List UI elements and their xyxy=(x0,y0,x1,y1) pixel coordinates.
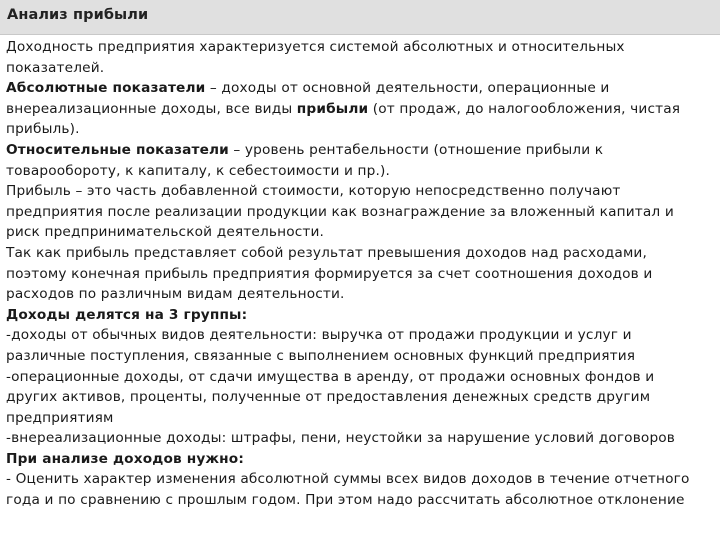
text: – уровень рентабельности (отношение прибыли к xyxy=(228,141,604,158)
bold-text: Относительные показатели xyxy=(6,141,229,158)
body-line xyxy=(6,449,718,470)
bold-text: прибыли xyxy=(296,100,369,117)
body-line xyxy=(6,284,718,305)
bold-text: Абсолютные показатели xyxy=(6,80,206,97)
body-line xyxy=(6,305,718,326)
body-line xyxy=(6,222,718,243)
text: года и по сравнению с прошлым годом. При этом надо рассчитать абсолютное отклонение xyxy=(6,492,685,509)
body-line xyxy=(6,99,718,120)
text: (от продаж, до налогообложения, чистая xyxy=(368,100,681,117)
text: показателей. xyxy=(6,59,105,76)
body-line xyxy=(6,161,718,182)
text: расходов по различным видам деятельности. xyxy=(6,286,345,303)
body-line xyxy=(6,37,718,58)
text: предприятиям xyxy=(6,409,114,426)
text: -доходы от обычных видов деятельности: выручка от продажи продукции и услуг и xyxy=(6,327,632,344)
text: различные поступления, связанные с выполнением основных функций предприятия xyxy=(6,347,636,364)
body-line xyxy=(6,119,718,140)
text: прибыль). xyxy=(6,121,80,138)
slide-body xyxy=(6,37,718,511)
body-line xyxy=(6,202,718,223)
text: риск предпринимательской деятельности. xyxy=(6,224,325,241)
title-bar xyxy=(0,0,720,35)
text: Прибыль – это часть добавленной стоимости, которую непосредственно получают xyxy=(6,183,621,200)
text: товарообороту, к капиталу, к себестоимости и пр.). xyxy=(6,162,390,179)
slide-title: Анализ прибыли xyxy=(7,7,149,23)
body-line xyxy=(6,428,718,449)
body-line xyxy=(6,408,718,429)
body-line xyxy=(6,58,718,79)
body-line xyxy=(6,387,718,408)
bold-text: При анализе доходов нужно: xyxy=(6,450,244,467)
text: внереализационные доходы, все виды xyxy=(6,100,297,117)
body-line xyxy=(6,78,718,99)
text: поэтому конечная прибыль предприятия формируется за счет соотношения доходов и xyxy=(6,265,653,282)
text: – доходы от основной деятельности, операционные и xyxy=(205,80,610,97)
body-line xyxy=(6,325,718,346)
body-line xyxy=(6,367,718,388)
body-line xyxy=(6,140,718,161)
text: - Оценить характер изменения абсолютной суммы всех видов доходов в течение отчетного xyxy=(6,471,690,488)
body-line xyxy=(6,469,718,490)
text: -операционные доходы, от сдачи имущества в аренду, от продажи основных фондов и xyxy=(6,368,655,385)
body-line xyxy=(6,264,718,285)
text: Доходность предприятия характеризуется системой абсолютных и относительных xyxy=(6,39,625,55)
body-line xyxy=(6,346,718,367)
body-line xyxy=(6,243,718,264)
text: -внереализационные доходы: штрафы, пени, неустойки за нарушение условий договоров xyxy=(6,430,676,447)
text: предприятия после реализации продукции как вознаграждение за вложенный капитал и xyxy=(6,203,674,220)
body-line xyxy=(6,181,718,202)
bold-text: Доходы делятся на 3 группы: xyxy=(6,306,248,323)
body-line xyxy=(6,490,718,511)
text: Так как прибыль представляет собой результат превышения доходов над расходами, xyxy=(6,244,647,261)
text: других активов, проценты, полученные от предоставления денежных средств другим xyxy=(6,389,651,406)
